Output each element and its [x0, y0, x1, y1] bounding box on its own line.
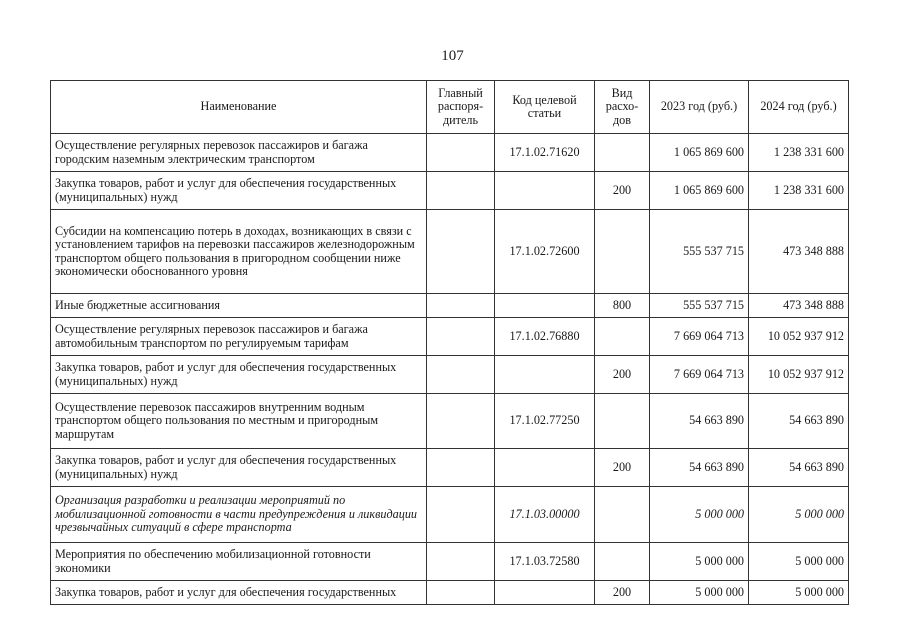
row-name: Осуществление перевозок пассажиров внутренним водным транспортом общего пользования по местным и пригородным маршрутам — [51, 394, 427, 449]
row-vid — [595, 487, 650, 543]
row-2024: 1 238 331 600 — [749, 172, 849, 210]
row-2023: 54 663 890 — [650, 394, 749, 449]
row-2024: 5 000 000 — [749, 487, 849, 543]
row-2023: 7 669 064 713 — [650, 318, 749, 356]
row-gr — [427, 487, 495, 543]
row-2024: 10 052 937 912 — [749, 356, 849, 394]
table-row — [51, 134, 849, 172]
row-vid: 800 — [595, 294, 650, 318]
row-2023: 54 663 890 — [650, 449, 749, 487]
row-gr — [427, 294, 495, 318]
page-number: 107 — [441, 48, 464, 64]
row-2023: 1 065 869 600 — [650, 172, 749, 210]
col-header-code: Код целевой статьи — [495, 81, 595, 134]
row-name: Субсидии на компенсацию потерь в доходах, возникающих в связи с установлением тарифов на перевозки пассажиров железнодорожным транспортом общего пользования в пригородном сообщении ниже экономически обоснованного уровня — [51, 210, 427, 294]
row-name: Закупка товаров, работ и услуг для обеспечения государственных (муниципальных) нужд — [51, 356, 427, 394]
table-row — [51, 394, 849, 449]
row-vid — [595, 134, 650, 172]
row-code — [495, 581, 595, 605]
row-gr — [427, 318, 495, 356]
row-name: Закупка товаров, работ и услуг для обеспечения государственных (муниципальных) нужд — [51, 449, 427, 487]
row-vid: 200 — [595, 449, 650, 487]
row-gr — [427, 449, 495, 487]
row-gr — [427, 356, 495, 394]
row-2024: 10 052 937 912 — [749, 318, 849, 356]
row-2023: 555 537 715 — [650, 294, 749, 318]
table-row — [51, 210, 849, 294]
row-2024: 54 663 890 — [749, 394, 849, 449]
row-vid — [595, 543, 650, 581]
row-2023: 7 669 064 713 — [650, 356, 749, 394]
row-vid: 200 — [595, 172, 650, 210]
row-code: 17.1.02.77250 — [495, 394, 595, 449]
budget-table — [50, 80, 849, 605]
row-code: 17.1.03.72580 — [495, 543, 595, 581]
row-2023: 5 000 000 — [650, 487, 749, 543]
row-gr — [427, 394, 495, 449]
row-vid: 200 — [595, 581, 650, 605]
row-gr — [427, 581, 495, 605]
col-header-name: Наименование — [51, 81, 427, 134]
row-name: Осуществление регулярных перевозок пассажиров и багажа автомобильным транспортом по регулируемым тарифам — [51, 318, 427, 356]
col-header-vid: Вид расхо-дов — [595, 81, 650, 134]
table-row — [51, 543, 849, 581]
row-name: Закупка товаров, работ и услуг для обеспечения государственных — [51, 581, 427, 605]
row-code: 17.1.03.00000 — [495, 487, 595, 543]
row-gr — [427, 134, 495, 172]
row-gr — [427, 543, 495, 581]
row-2023: 5 000 000 — [650, 581, 749, 605]
row-gr — [427, 210, 495, 294]
row-2023: 555 537 715 — [650, 210, 749, 294]
table-row — [51, 449, 849, 487]
row-code — [495, 172, 595, 210]
col-header-gr: Главный распоря-дитель — [427, 81, 495, 134]
row-2024: 5 000 000 — [749, 581, 849, 605]
row-name: Закупка товаров, работ и услуг для обеспечения государственных (муниципальных) нужд — [51, 172, 427, 210]
row-code: 17.1.02.76880 — [495, 318, 595, 356]
row-gr — [427, 172, 495, 210]
row-name: Осуществление регулярных перевозок пассажиров и багажа городским наземным электрическим транспортом — [51, 134, 427, 172]
row-code — [495, 449, 595, 487]
row-vid — [595, 210, 650, 294]
col-header-2024: 2024 год (руб.) — [749, 81, 849, 134]
table-row — [51, 172, 849, 210]
table-row — [51, 487, 849, 543]
header-row — [51, 81, 849, 134]
row-name: Организация разработки и реализации мероприятий по мобилизационной готовности в части предупреждения и ликвидации чрезвычайных ситуаций в сфере транспорта — [51, 487, 427, 543]
col-header-2023: 2023 год (руб.) — [650, 81, 749, 134]
table-row — [51, 581, 849, 605]
row-2024: 1 238 331 600 — [749, 134, 849, 172]
row-2024: 473 348 888 — [749, 210, 849, 294]
table-row — [51, 294, 849, 318]
table-row — [51, 356, 849, 394]
row-2024: 5 000 000 — [749, 543, 849, 581]
row-vid — [595, 394, 650, 449]
row-name: Мероприятия по обеспечению мобилизационной готовности экономики — [51, 543, 427, 581]
row-2024: 473 348 888 — [749, 294, 849, 318]
row-vid — [595, 318, 650, 356]
row-2023: 1 065 869 600 — [650, 134, 749, 172]
row-vid: 200 — [595, 356, 650, 394]
row-2023: 5 000 000 — [650, 543, 749, 581]
row-code — [495, 294, 595, 318]
row-name: Иные бюджетные ассигнования — [51, 294, 427, 318]
row-code: 17.1.02.72600 — [495, 210, 595, 294]
row-code: 17.1.02.71620 — [495, 134, 595, 172]
row-2024: 54 663 890 — [749, 449, 849, 487]
row-code — [495, 356, 595, 394]
table-row — [51, 318, 849, 356]
